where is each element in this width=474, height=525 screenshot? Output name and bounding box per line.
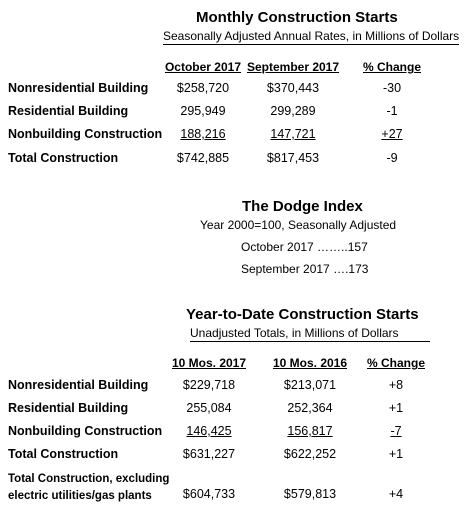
ytd-row-change: +8	[388, 378, 404, 392]
monthly-row-sep: $370,443	[266, 81, 320, 95]
ytd-subtitle-rule	[190, 341, 430, 342]
ytd-row-change: +1	[388, 401, 404, 415]
ytd-excluding-2017: $604,733	[182, 487, 236, 501]
ytd-excluding-label-line1: Total Construction, excluding	[8, 473, 170, 485]
monthly-col-oct: October 2017	[164, 60, 242, 74]
ytd-row-2017: 255,084	[186, 401, 232, 415]
ytd-row-label: Nonresidential Building	[8, 378, 149, 392]
monthly-row-sep: 147,721	[270, 127, 316, 141]
ytd-row-2016: $622,252	[283, 447, 337, 461]
ytd-row-2016: $213,071	[283, 378, 337, 392]
ytd-row-2017: $631,227	[182, 447, 236, 461]
ytd-row-2017: $229,718	[182, 378, 236, 392]
ytd-col-change: % Change	[366, 356, 425, 370]
monthly-row-oct: $258,720	[176, 81, 230, 95]
ytd-title: Year-to-Date Construction Starts	[186, 306, 419, 323]
monthly-row-label: Nonresidential Building	[8, 81, 149, 95]
monthly-row-oct: 188,216	[180, 127, 226, 141]
monthly-row-change: -1	[386, 104, 398, 118]
monthly-col-change: % Change	[362, 60, 421, 74]
ytd-row-label: Nonbuilding Construction	[8, 424, 163, 438]
ytd-col-2017: 10 Mos. 2017	[171, 356, 247, 370]
monthly-row-change: +27	[381, 127, 403, 141]
monthly-row-oct: $742,885	[176, 151, 230, 165]
dodge-subtitle: Year 2000=100, Seasonally Adjusted	[200, 218, 397, 232]
monthly-row-sep: 299,289	[270, 104, 316, 118]
monthly-row-label: Total Construction	[8, 151, 119, 165]
ytd-row-change: +1	[388, 447, 404, 461]
monthly-row-label: Residential Building	[8, 104, 129, 118]
dodge-october: October 2017 ……..157	[241, 240, 368, 254]
monthly-row-sep: $817,453	[266, 151, 320, 165]
ytd-subtitle: Unadjusted Totals, in Millions of Dollars	[190, 326, 399, 340]
monthly-row-oct: 295,949	[180, 104, 226, 118]
ytd-row-label: Residential Building	[8, 401, 129, 415]
dodge-title: The Dodge Index	[242, 198, 363, 215]
monthly-row-change: -9	[386, 151, 398, 165]
dodge-september: September 2017 ….173	[241, 262, 369, 276]
ytd-excluding-label-line2: electric utilities/gas plants	[8, 490, 152, 502]
monthly-col-sep: September 2017	[246, 60, 340, 74]
monthly-subtitle: Seasonally Adjusted Annual Rates, in Millions of Dollars	[163, 29, 460, 43]
monthly-subtitle-rule	[163, 44, 459, 45]
monthly-row-label: Nonbuilding Construction	[8, 127, 163, 141]
ytd-row-2017: 146,425	[186, 424, 232, 438]
ytd-row-2016: 252,364	[287, 401, 333, 415]
monthly-title: Monthly Construction Starts	[196, 9, 398, 26]
ytd-excluding-change: +4	[388, 487, 404, 501]
ytd-excluding-2016: $579,813	[283, 487, 337, 501]
ytd-row-change: -7	[390, 424, 402, 438]
monthly-row-change: -30	[382, 81, 402, 95]
ytd-col-2016: 10 Mos. 2016	[272, 356, 348, 370]
ytd-row-label: Total Construction	[8, 447, 119, 461]
ytd-row-2016: 156,817	[287, 424, 333, 438]
